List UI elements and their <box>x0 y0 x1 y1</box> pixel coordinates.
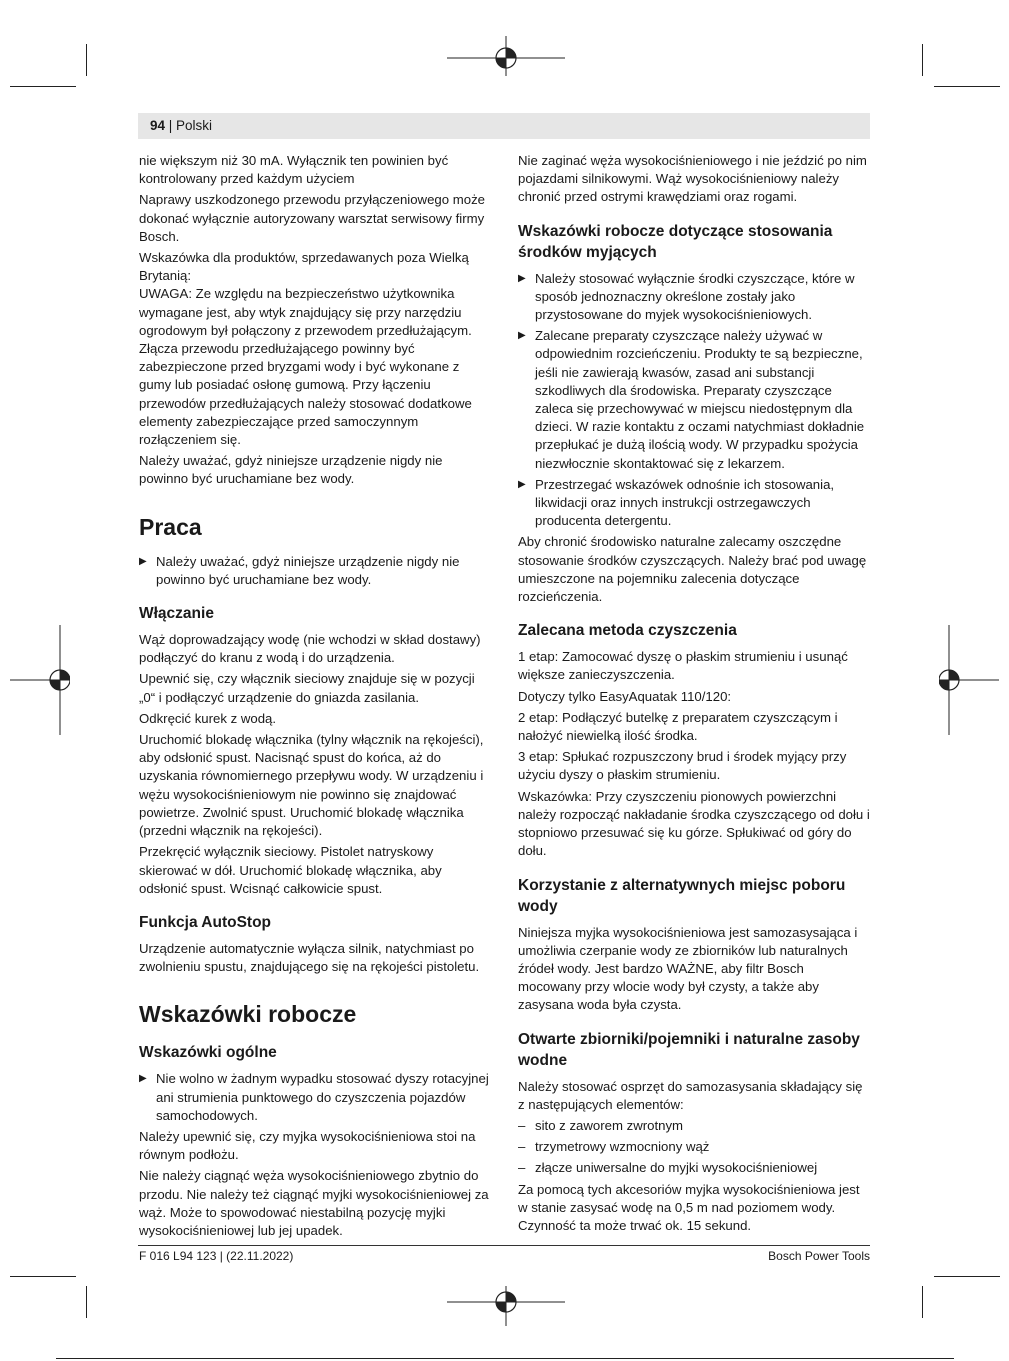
crop-mark <box>934 86 1000 87</box>
crop-mark <box>922 44 923 76</box>
section-language: Polski <box>176 118 213 133</box>
section-title-praca: Praca <box>139 513 202 540</box>
paragraph: 1 etap: Zamocować dyszę o płaskim strumieniu i usunąć większe zanieczyszczenia. <box>518 649 848 683</box>
footer-brand: Bosch Power Tools <box>768 1249 870 1263</box>
paragraph: Aby chronić środowisko naturalne zalecamy oszczędne stosowanie środków czyszczących. Należy brać pod uwagę umieszczone na pojemniku zalecenia dotyczące rozcieńczenia. <box>518 534 867 605</box>
paragraph: Wskazówka dla produktów, sprzedawanych poza Wielką Brytanią: UWAGA: Ze względu na bezpieczeństwo użytkownika wymagane jest, aby wtyk znajdujący się przy narzędziu ogrodowym był połączony z przewodem przedłużającym. Złącza przewodu przedłużającego powinny być zabezpieczone przed bryzgami wody i być wykonane z gumy lub posiadać osłonę gumową. Przy łączeniu przewodów przedłużających należy stosować dodatkowe elementy zabezpieczające przed samoczynnym rozłączeniem się. <box>139 250 472 448</box>
bullet-triangle-icon: ▶ <box>518 272 526 284</box>
list-item <box>518 270 870 325</box>
paragraph: 2 etap: Podłączyć butelkę z preparatem czyszczącym i nałożyć niewielką ilość środka. <box>518 709 838 744</box>
subsection-title-metoda-czyszczenia: Zalecana metoda czyszczenia <box>518 622 737 640</box>
registration-target-icon <box>939 625 999 735</box>
footer-doc-code: F 016 L94 123 | (22.11.2022) <box>139 1249 294 1263</box>
dash-mark: – <box>518 1139 526 1155</box>
page-number: 94 <box>150 118 166 133</box>
list-item-text: Przestrzegać wskazówek odnośnie ich stosowania, likwidacji oraz innych instrukcji ostrzegawczych producenta detergentu. <box>535 476 835 529</box>
subsection-title-wskazowki-ogolne: Wskazówki ogólne <box>139 1044 277 1062</box>
paragraph: Należy upewnić się, czy myjka wysokociśnieniowa stoi na równym podłożu. <box>139 1128 476 1163</box>
paragraph: Niniejsza myjka wysokociśnieniowa jest samozasysająca i umożliwia czerpanie wody ze zbiorników lub naturalnych źródeł wody. Jest bardzo WAŻNE, aby filtr Bosch mocowany przy wlocie wody był czysty, a także aby zasysana woda była czysta. <box>518 924 858 1013</box>
list-item <box>139 1070 491 1125</box>
subsection-title-srodki-myjace: Wskazówki robocze dotyczące stosowania środków myjących <box>518 222 833 261</box>
list-item <box>139 553 491 589</box>
crop-mark <box>86 1286 87 1318</box>
paragraph: Urządzenie automatycznie wyłącza silnik, natychmiast po zwolnieniu spustu, znajdującego się na rękojeści pistoletu. <box>139 940 480 975</box>
list-item <box>518 1138 870 1156</box>
registration-target-icon <box>10 625 70 735</box>
paragraph: Nie należy ciągnąć węża wysokociśnieniowego zbytnio do przodu. Nie należy też ciągnąć myjki wysokociśnieniowej za wąż. Może to spowodować niestabilną pozycję myjki wysokociśnieniowej lub jej upadek. <box>139 1168 489 1238</box>
paragraph: Naprawy uszkodzonego przewodu przyłączeniowego może dokonać wyłącznie autoryzowany warsztat serwisowy firmy Bosch. <box>139 192 485 244</box>
list-item-text: Nie wolno w żadnym wypadku stosować dyszy rotacyjnej ani strumienia punktowego do czyszczenia pojazdów samochodowych. <box>156 1071 489 1123</box>
paragraph: 3 etap: Spłukać rozpuszczony brud i środek myjący przy użyciu dyszy o płaskim strumieniu. <box>518 749 847 783</box>
crop-mark <box>86 44 87 76</box>
list-item-text: trzymetrowy wzmocniony wąż <box>535 1139 710 1155</box>
subsection-title-alternatywne-zrodla: Korzystanie z alternatywnych miejsc poboru wody <box>518 876 846 915</box>
paragraph: Za pomocą tych akcesoriów myjka wysokociśnieniowa jest w stanie zasysać wodę na 0,5 m nad poziomem wody. Czynność ta może trwać ok. 15 sekund. <box>518 1181 860 1233</box>
subsection-title-wlaczanie: Włączanie <box>139 605 214 623</box>
page-header: 94 | Polski <box>150 118 213 133</box>
bullet-triangle-icon: ▶ <box>139 555 147 567</box>
list-item-text: Należy uważać, gdyż niniejsze urządzenie nigdy nie powinno być uruchamiane bez wody. <box>156 553 460 587</box>
list-item <box>518 476 870 531</box>
right-column <box>518 152 870 1238</box>
dash-mark: – <box>518 1117 526 1133</box>
list-item <box>518 327 870 473</box>
bullet-list <box>518 270 870 531</box>
paragraph: nie większym niż 30 mA. Wyłącznik ten powinien być kontrolowany przed każdym użyciem <box>139 153 449 187</box>
bullet-list <box>139 1070 491 1125</box>
page-header-bar <box>138 113 870 139</box>
paragraph: Odkręcić kurek z wodą. <box>139 710 277 726</box>
crop-mark <box>56 1358 954 1359</box>
subsection-title-otwarte-zbiorniki: Otwarte zbiorniki/pojemniki i naturalne zasoby wodne <box>518 1030 860 1069</box>
bullet-list <box>139 553 491 589</box>
paragraph: Dotyczy tylko EasyAquatak 110/120: <box>518 688 732 704</box>
registration-target-icon <box>447 36 565 76</box>
paragraph: Należy uważać, gdyż niniejsze urządzenie nigdy nie powinno być uruchamiane bez wody. <box>139 453 443 487</box>
list-item-text: Zalecane preparaty czyszczące należy używać w odpowiednim rozcieńczeniu. Produkty te są bezpieczne, jeśli nie zawierają kwasów, zasad ani substancji szkodliwych dla środowiska. Preparaty czyszczące zaleca się przechowywać w miejscu niedostępnym dla dzieci. W razie kontaktu z oczami natychmiast dokładnie przepłukać je dużą ilością wody. W przypadku spożycia niezwłocznie skontaktować się z lekarzem. <box>535 328 865 471</box>
subsection-title-autostop: Funkcja AutoStop <box>139 913 272 931</box>
paragraph: Należy stosować osprzęt do samozasysania składający się z następujących elementów: <box>518 1078 863 1112</box>
left-column <box>139 152 491 1243</box>
dash-mark: – <box>518 1160 526 1176</box>
footer-divider <box>138 1245 870 1246</box>
list-item <box>518 1117 870 1135</box>
crop-mark <box>10 86 76 87</box>
list-item-text: Należy stosować wyłącznie środki czyszczące, które w sposób jednoznaczny określone zostały jako przystosowane do myjek wysokociśnieniowych. <box>535 270 855 323</box>
paragraph: Upewnić się, czy włącznik sieciowy znajduje się w pozycji „0“ i podłączyć urządzenie do gniazda zasilania. <box>139 671 475 705</box>
paragraph: Nie zaginać węża wysokociśnieniowego i nie jeździć po nim pojazdami silnikowymi. Wąż wysokociśnieniowy należy chronić przed ostrymi krawędziami oraz rogami. <box>518 153 867 205</box>
bullet-triangle-icon: ▶ <box>518 330 526 342</box>
paragraph: Uruchomić blokadę włącznika (tylny włącznik na rękojeści), aby odsłonić spust. Nacisnąć spust do końca, aż do uzyskania równomiernego przepływu wody. W urządzeniu i wężu wysokociśnieniowym nie powinno się znajdować powietrze. Zwolnić spust. Uruchomić blokadę włącznika (przedni włącznik na rękojeści). <box>139 732 484 839</box>
paragraph: Wskazówka: Przy czyszczeniu pionowych powierzchni należy rozpocząć nakładanie środka czyszczącego od dołu i stopniowo przesuwać się ku górze. Spłukiwać od góry do dołu. <box>518 788 870 859</box>
bullet-triangle-icon: ▶ <box>139 1073 147 1085</box>
bullet-triangle-icon: ▶ <box>518 478 526 490</box>
section-title-wskazowki-robocze: Wskazówki robocze <box>139 1001 357 1028</box>
paragraph: Przekręcić wyłącznik sieciowy. Pistolet natryskowy skierować w dół. Uruchomić blokadę włącznika, aby odsłonić spust. Wcisnąć całkowicie spust. <box>139 844 442 896</box>
registration-target-icon <box>447 1286 565 1326</box>
dash-list <box>518 1117 870 1178</box>
paragraph: Wąż doprowadzający wodę (nie wchodzi w skład dostawy) podłączyć do kranu z wodą i do urządzenia. <box>139 632 481 666</box>
crop-mark <box>922 1286 923 1318</box>
crop-mark <box>934 1276 1000 1277</box>
crop-mark <box>10 1276 76 1277</box>
list-item-text: złącze uniwersalne do myjki wysokociśnieniowej <box>535 1160 818 1176</box>
list-item <box>518 1159 870 1177</box>
list-item-text: sito z zaworem zwrotnym <box>535 1117 684 1133</box>
